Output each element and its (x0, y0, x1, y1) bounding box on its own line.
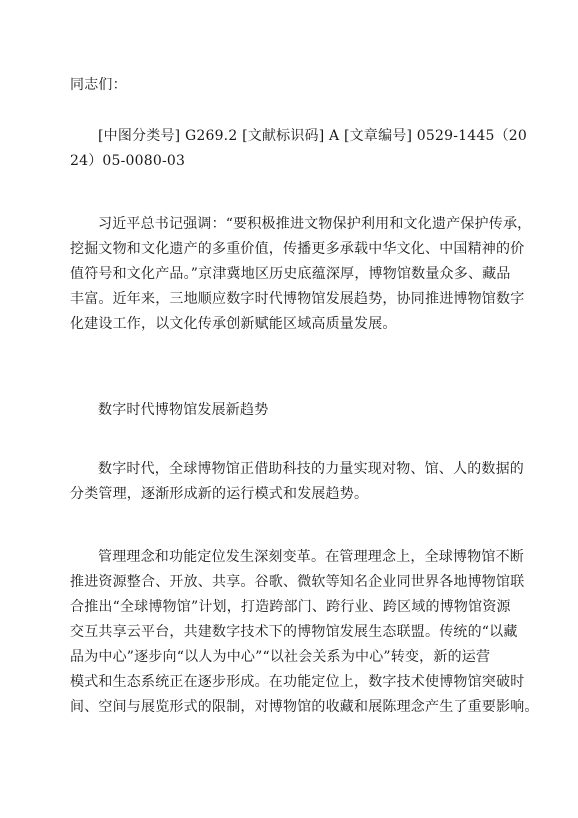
paragraph-line: 管理理念和功能定位发生深刻变革。在管理理念上，全球博物馆不断 (98, 549, 524, 565)
paragraph-line: 交互共享云平台，共建数字技术下的博物馆发展生态联盟。传统的“以藏 (70, 624, 518, 640)
paragraph-line: 丰富。近年来，三地顺应数字时代博物馆发展趋势，协同推进博物馆数字 (70, 291, 525, 307)
paragraph-line: 习近平总书记强调：“要积极推进文物保护利用和文化遗产保护传承， (98, 216, 532, 232)
classification-line: 24）05-0080-03 (70, 153, 186, 169)
paragraph-line: 分类管理，逐渐形成新的运行模式和发展趋势。 (70, 486, 369, 502)
paragraph-line: 模式和生态系统正在逐步形成。在功能定位上，数字技术使博物馆突破时 (70, 674, 525, 690)
classification-line: [中图分类号] G269.2 [文献标识码] A [文章编号] 0529-1445（20 (98, 128, 527, 144)
paragraph-line: 值符号和文化产品。”京津冀地区历史底蕴深厚，博物馆数量众多、藏品 (70, 266, 511, 282)
paragraph-digital-era (70, 457, 524, 507)
paragraph-intro (70, 212, 532, 337)
paragraph-line: 品为中心”逐步向“以人为中心”“以社会关系为中心”转变，新的运营 (70, 649, 491, 665)
paragraph-line: 数字时代，全球博物馆正借助科技的力量实现对物、馆、人的数据的 (98, 461, 524, 477)
paragraph-line: 推进资源整合、开放、共享。谷歌、微软等知名企业同世界各地博物馆联 (70, 574, 525, 590)
section-heading-text: 数字时代博物馆发展新趋势 (98, 402, 269, 418)
salutation-text: 同志们： (70, 77, 127, 93)
paragraph-line: 化建设工作，以文化传承创新赋能区域高质量发展。 (70, 316, 397, 332)
salutation (70, 73, 516, 98)
classification-info (70, 124, 527, 174)
paragraph-line: 挖掘文物和文化遗产的多重价值，传播更多承载中华文化、中国精神的价 (70, 241, 525, 257)
paragraph-management (70, 545, 539, 720)
paragraph-line: 合推出“全球博物馆”计划，打造跨部门、跨行业、跨区域的博物馆资源 (70, 599, 511, 615)
paragraph-line: 间、空间与展览形式的限制，对博物馆的收藏和展陈理念产生了重要影响。 (70, 699, 539, 715)
section-heading (70, 398, 516, 423)
